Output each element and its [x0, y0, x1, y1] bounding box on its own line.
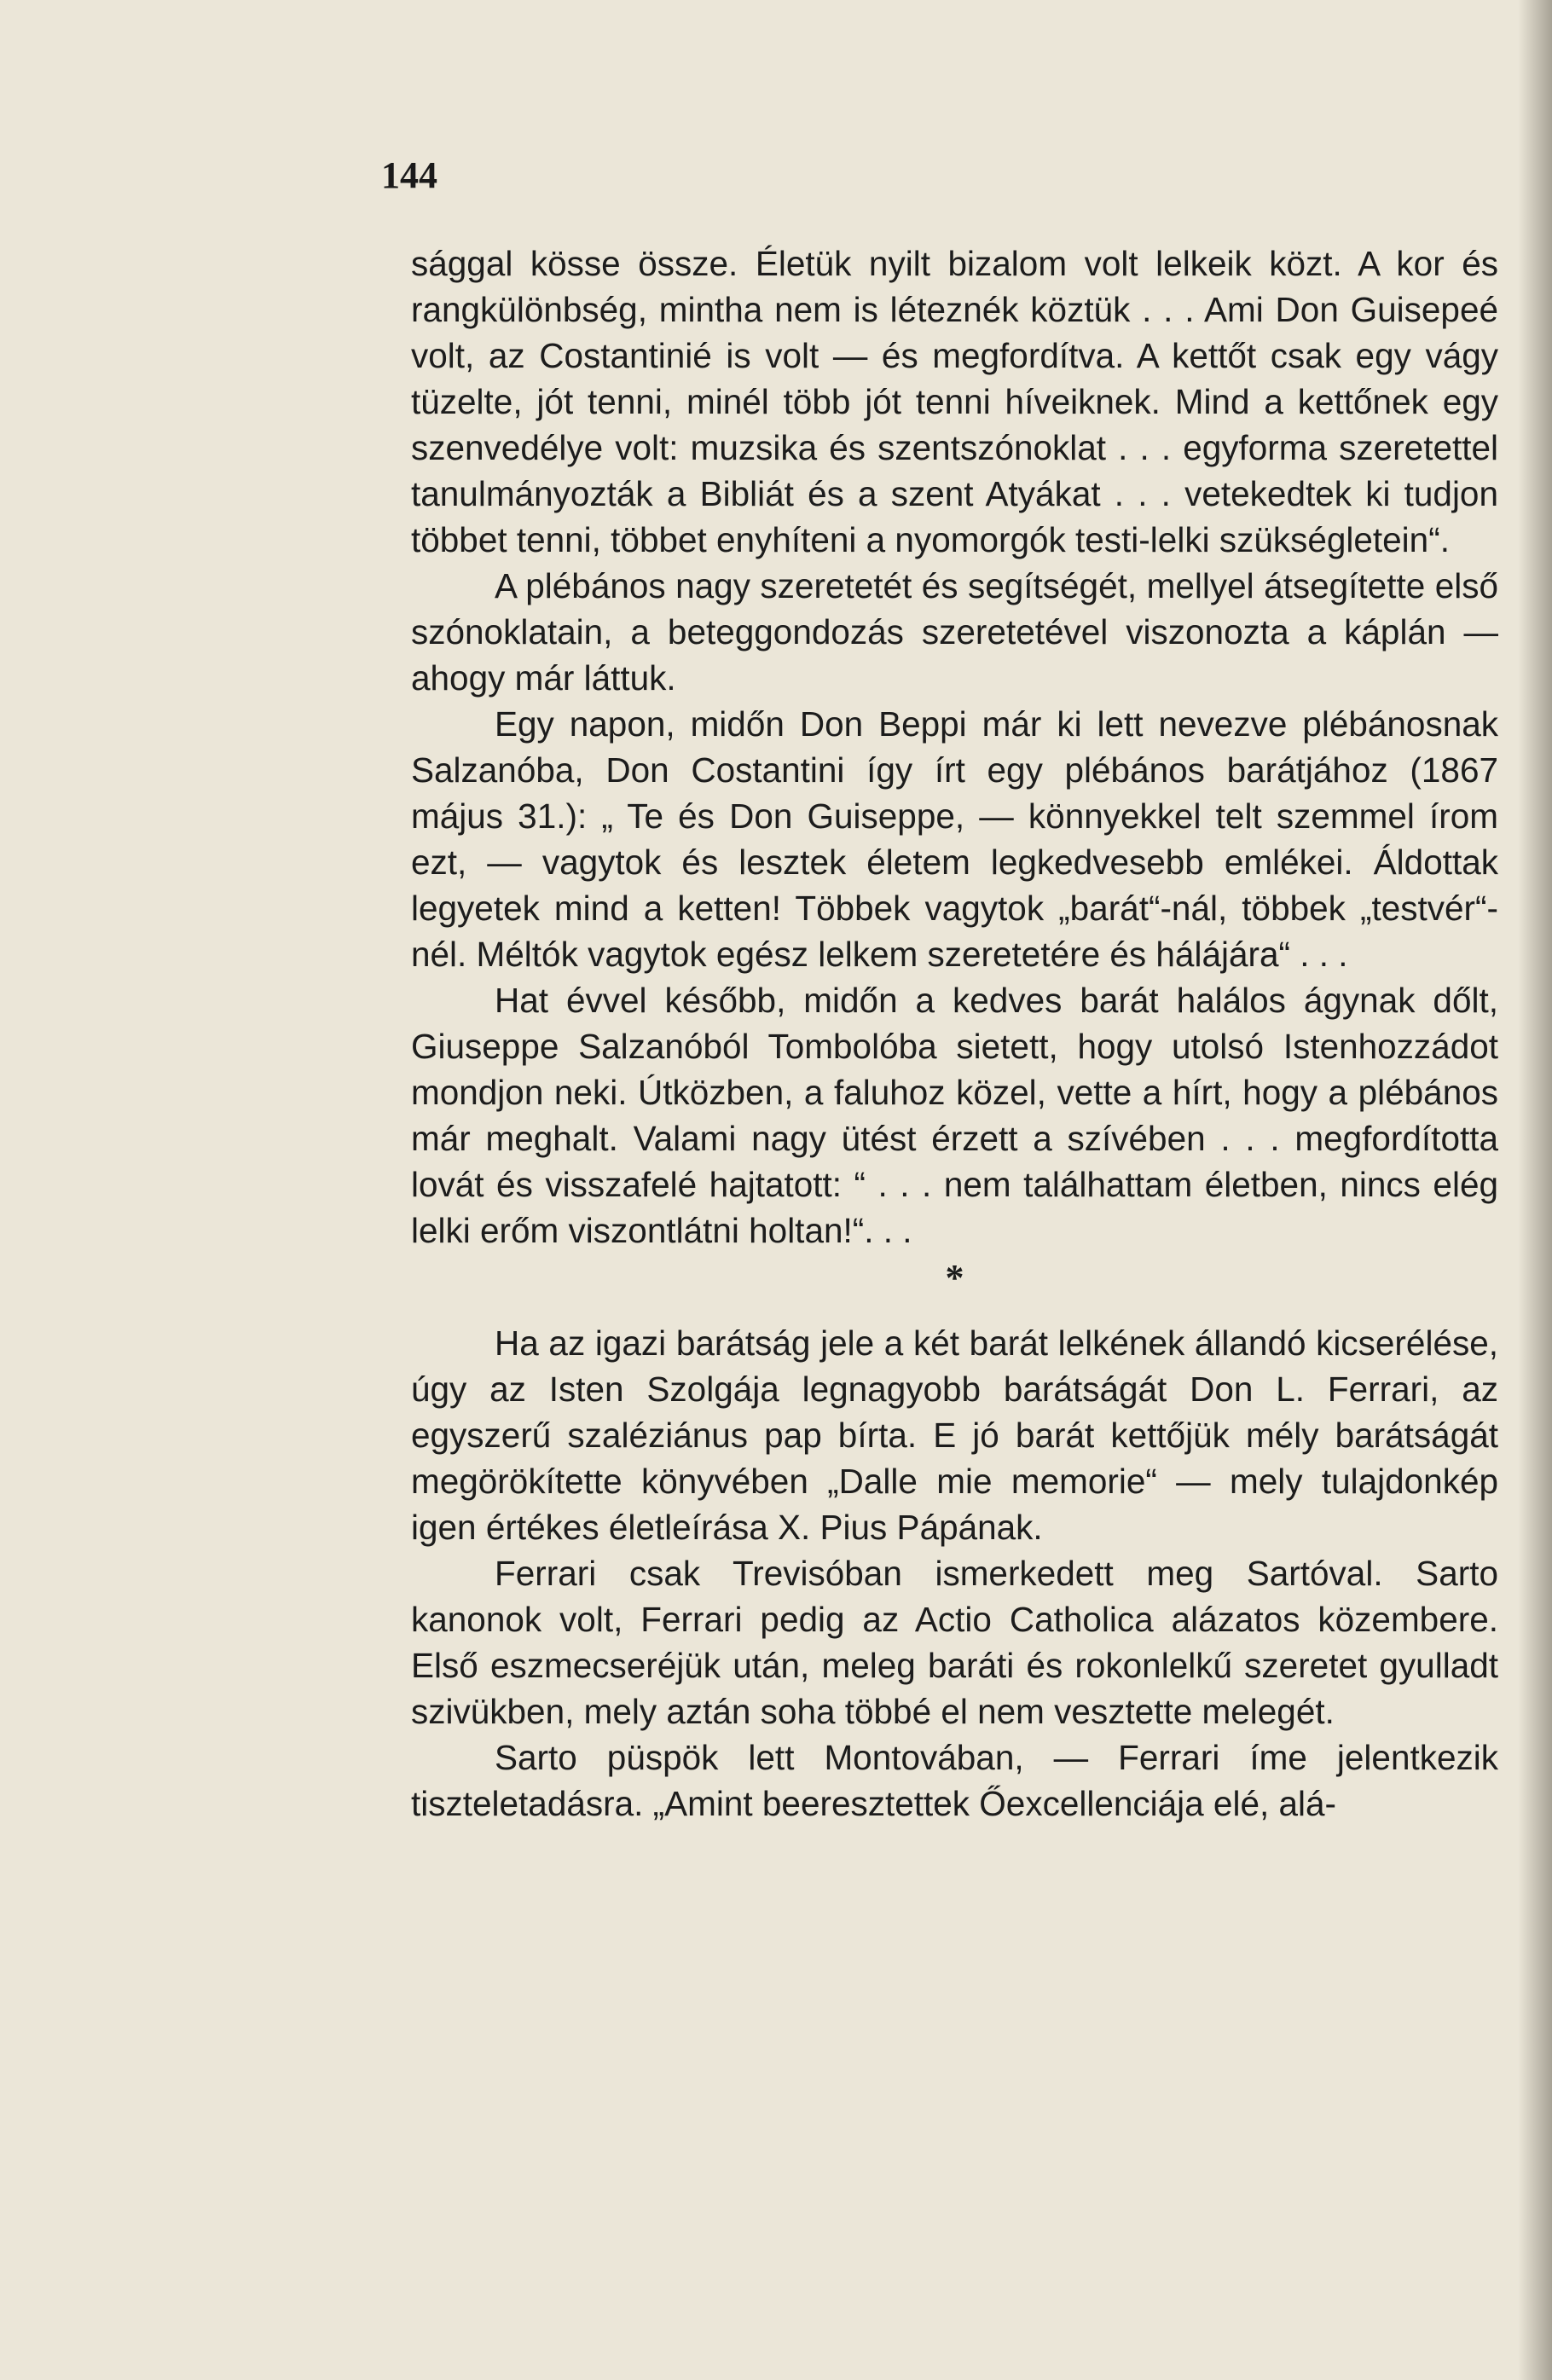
paragraph: Egy napon, midőn Don Beppi már ki lett nevezve plébánosnak Salzanóba, Don Costantini így írt egy plébános barátjához (1867 május 31.): „ Te és Don Guiseppe, — könnyekkel telt szemmel írom ezt, — vagytok és lesztek életem legkedvesebb emlékei. Áldottak legyetek mind a ketten! Többek vagytok „barát“-nál, többek „testvér“-nél. Méltók vagytok egész lelkem szeretetére és hálájára“ . . .	[411, 704, 1498, 974]
paragraph: Ha az igazi barátság jele a két barát lelkének állandó kicserélése, úgy az Isten Szolgája legnagyobb barátságát Don L. Ferrari, az egyszerű szaléziánus pap bírta. E jó barát kettőjük mély barátságát megörökítette könyvében „Dalle mie memorie“ — mely tulajdonkép igen értékes életleírása X. Pius Pápának.	[411, 1323, 1498, 1547]
paragraph: Hat évvel később, midőn a kedves barát halálos ágynak dőlt, Giuseppe Salzanóból Tombolóba sietett, hogy utolsó Istenhozzádot mondjon neki. Útközben, a faluhoz közel, vette a hírt, hogy a plébános már meghalt. Valami nagy ütést érzett a szívében . . . megfordította lovát és visszafelé hajtatott: “ . . . nem találhattam életben, nincs elég lelki erőm viszontlátni holtan!“. . .	[411, 981, 1498, 1250]
page-number: 144	[381, 154, 437, 196]
paragraph: A plébános nagy szeretetét és segítségét, mellyel átsegítette első szónoklatain, a beteggondozás szeretetével viszonozta a káplán — ahogy már láttuk.	[411, 566, 1498, 698]
binding-shadow	[1518, 0, 1552, 2380]
paragraph: Ferrari csak Trevisóban ismerkedett meg Sartóval. Sarto kanonok volt, Ferrari pedig az Actio Catholica alázatos közembere. Első eszmecseréjük után, meleg baráti és rokonlelkű szeretet gyulladt szivükben, mely aztán soha többé el nem vesztette melegét.	[411, 1554, 1498, 1731]
paragraph: sággal kösse össze. Életük nyilt bizalom volt lelkeik közt. A kor és rangkülönbség, mintha nem is léteznék köztük . . . Ami Don Guisepeé volt, az Costantinié is volt — és megfordítva. A kettőt csak egy vágy tüzelte, jót tenni, minél több jót tenni híveiknek. Mind a kettőnek egy szenvedélye volt: muzsika és szentszónoklat . . . egyforma szeretettel tanulmányozták a Bibliát és a szent Atyákat . . . vetekedtek ki tudjon többet tenni, többet enyhíteni a nyomorgók testi-lelki szükségletein“.	[411, 244, 1498, 559]
section-separator: *	[945, 1257, 964, 1299]
paragraph: Sarto püspök lett Montovában, — Ferrari íme jelentkezik tiszteletadásra. „Amint beeresztettek Őexcellenciája elé, alá-	[411, 1738, 1498, 1823]
body-text	[411, 240, 1498, 1827]
